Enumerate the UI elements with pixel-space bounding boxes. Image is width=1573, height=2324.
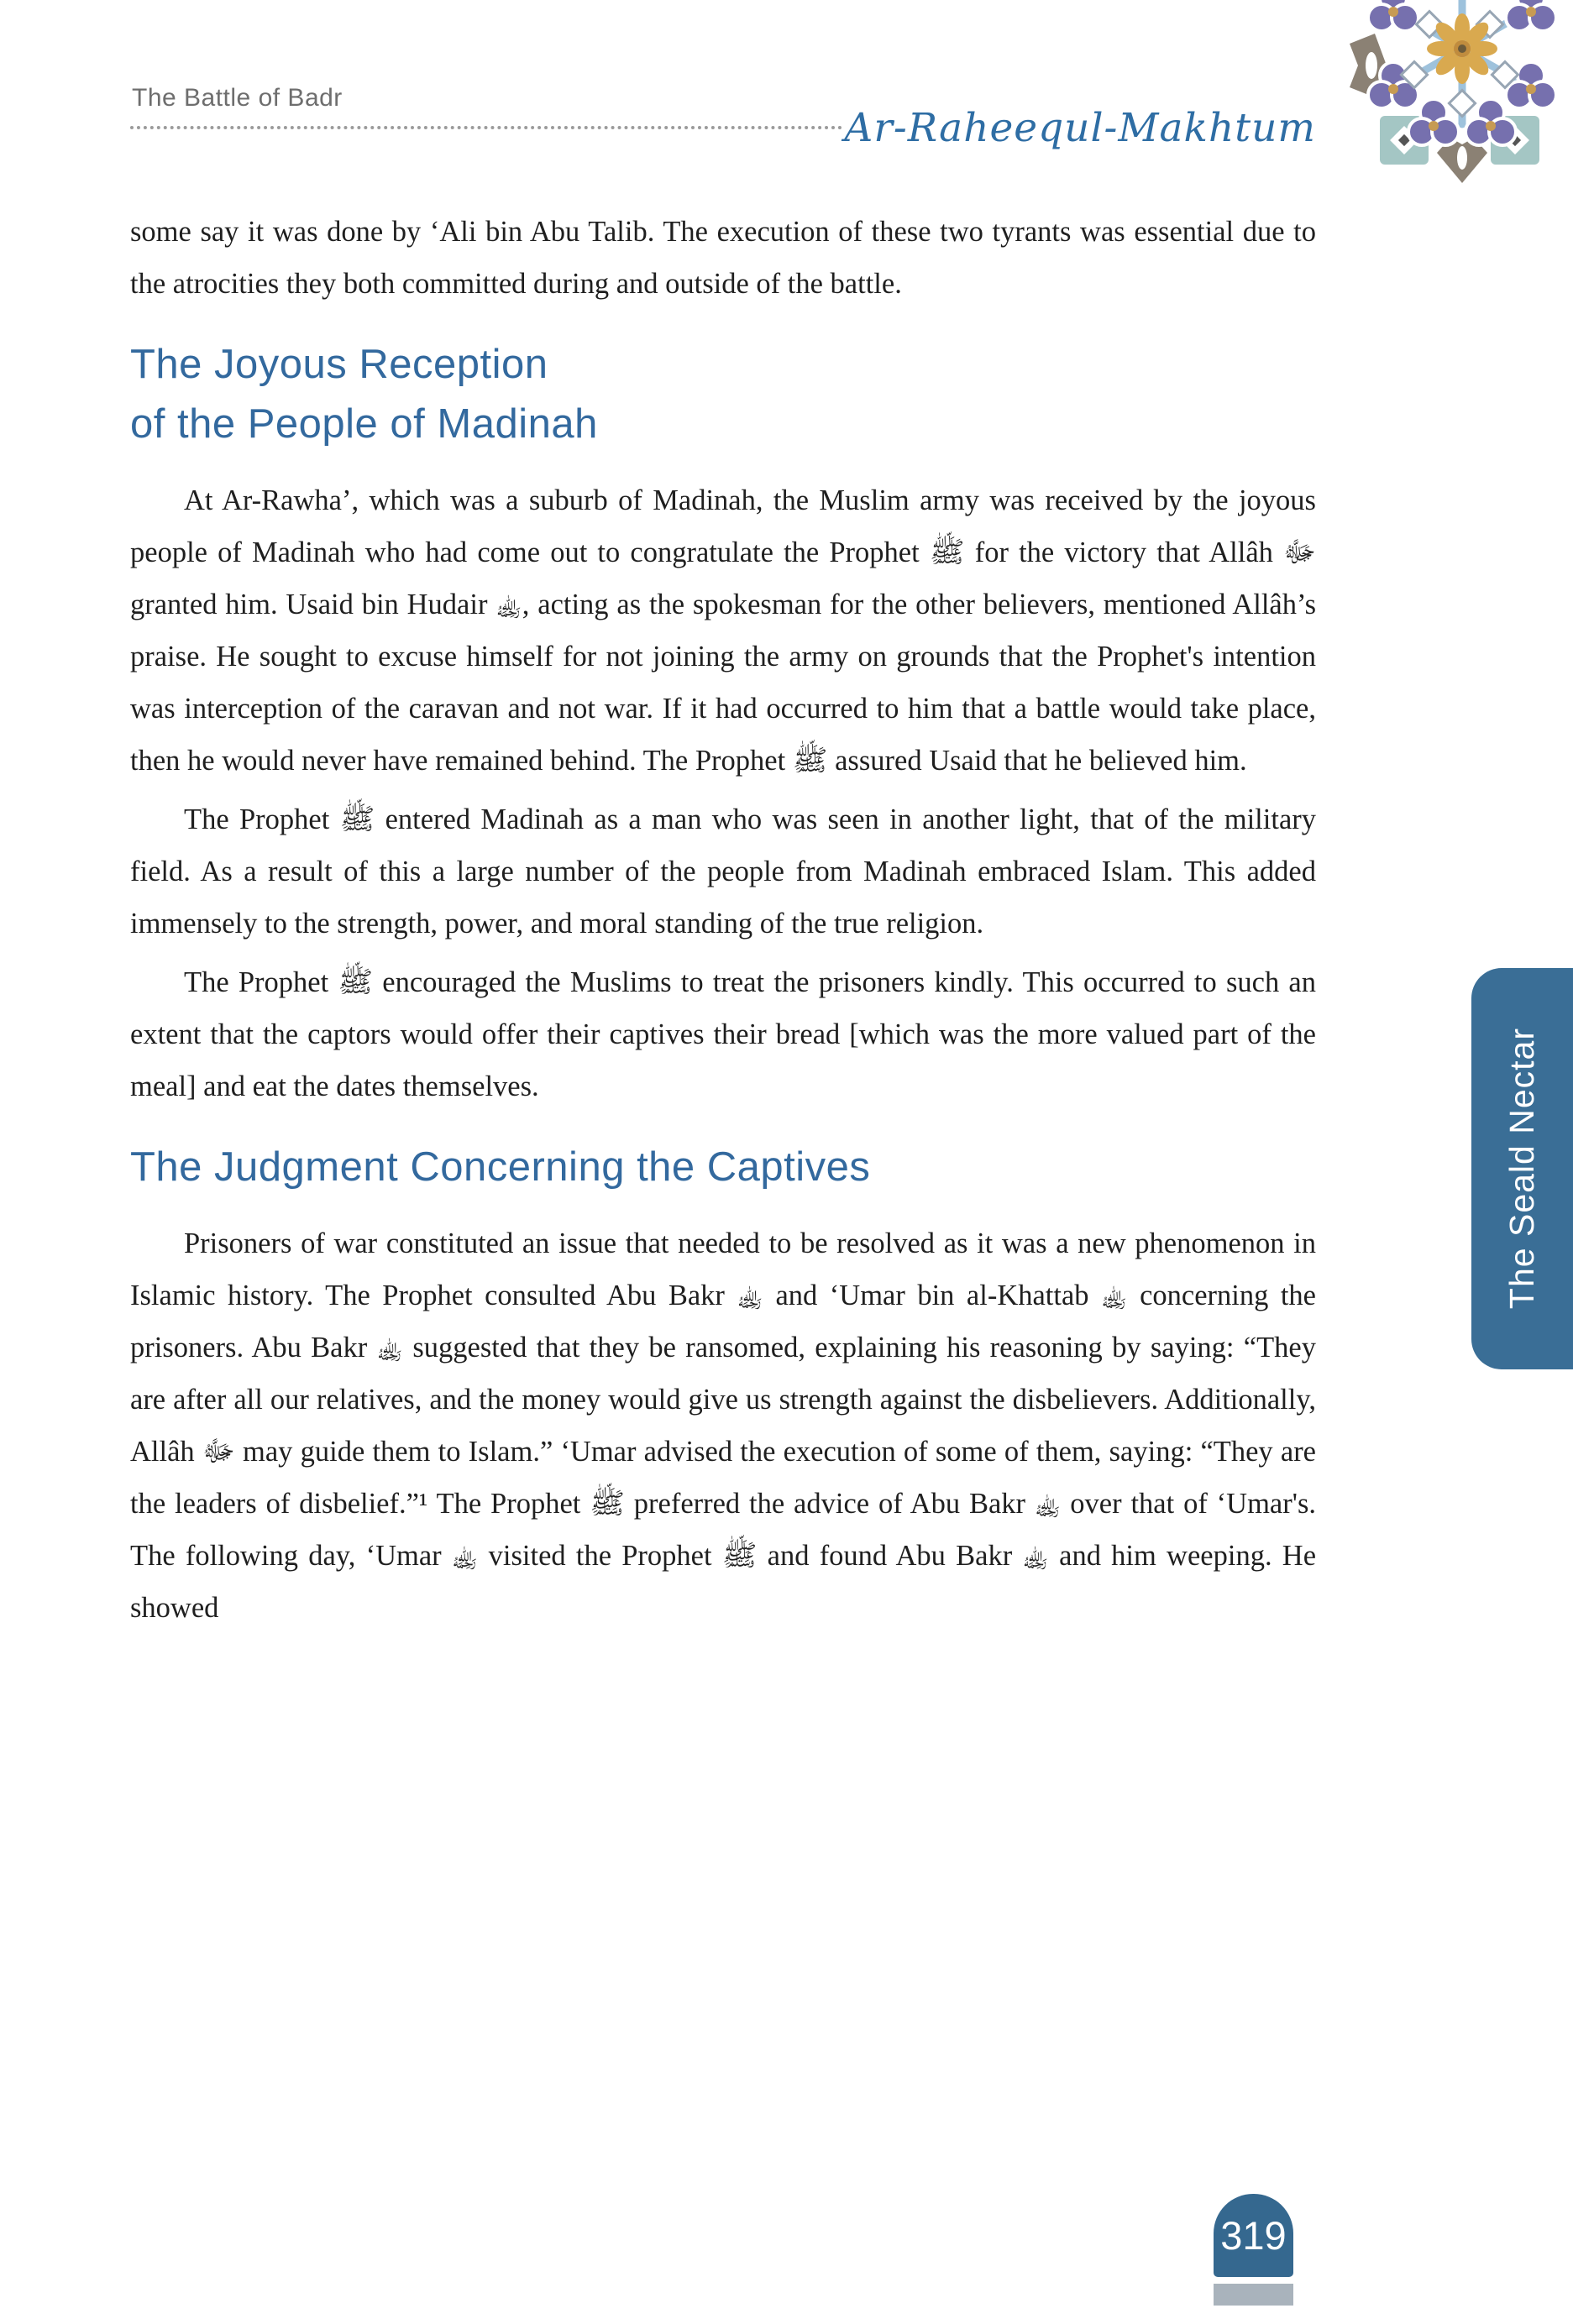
page-badge-underbar bbox=[1214, 2284, 1293, 2306]
body-paragraph: Prisoners of war constituted an issue that needed to be resolved as it was a new phenomenon in Islamic history. The Prophet consulted Abu Bakr ﵀ and ‘Umar bin al-Khattab ﵀ concerning the prisoners. Abu Bakr ﵀ suggested that they be ransomed, explaining his reasoning by saying: “They are after all our relatives, and the money would give us strength against the disbelievers. Additionally, Allâh ﷻ may guide them to Islam.” ‘Umar advised the execution of some of them, saying: “They are the leaders of disbelief.”¹ The Prophet ﷺ preferred the advice of Abu Bakr ﵀ over that of ‘Umar's. The following day, ‘Umar ﵀ visited the Prophet ﷺ and found Abu Bakr ﵀ and him weeping. He showed bbox=[130, 1227, 1317, 1624]
heading-line: The Judgment Concerning the Captives bbox=[130, 1144, 871, 1190]
body-paragraph: The Prophet ﷺ encouraged the Muslims to treat the prisoners kindly. This occurred to such an extent that the captors would offer their captives their bread [which was the more valued part of the meal] and eat the dates themselves. bbox=[130, 966, 1316, 1102]
section-heading-judgment-captives bbox=[130, 1138, 1316, 1197]
ornament-gold-flower bbox=[1427, 13, 1497, 84]
running-header-book-title: Ar-Raheequl-Makhtum bbox=[844, 105, 1316, 151]
body-paragraph: some say it was done by ‘Ali bin Abu Talib. The execution of these two tyrants was essential due to the atrocities they both committed during and outside of the battle. bbox=[130, 216, 1316, 300]
side-tab-the-sealed-nectar bbox=[1471, 968, 1573, 1369]
heading-line: The Joyous Reception bbox=[130, 342, 548, 387]
side-tab-label: The Seald Nectar bbox=[1502, 1028, 1541, 1310]
body-paragraph: The Prophet ﷺ entered Madinah as a man who was seen in another light, that of the military field. As a result of this a large number of the people from Madinah embraced Islam. This added immensely to the strength, power, and moral standing of the true religion. bbox=[130, 803, 1316, 940]
page-header bbox=[130, 84, 1316, 151]
page-number: 319 bbox=[1220, 2213, 1287, 2258]
corner-rosette-ornament-icon bbox=[1350, 0, 1570, 186]
header-left bbox=[130, 84, 842, 134]
heading-line: of the People of Madinah bbox=[130, 401, 598, 447]
page-number-badge bbox=[1214, 2194, 1293, 2277]
header-dotted-rule bbox=[130, 126, 842, 129]
body-paragraph: At Ar-Rawha’, which was a suburb of Madinah, the Muslim army was received by the joyous people of Madinah who had come out to congratulate the Prophet ﷺ for the victory that Allâh ﷻ granted him. Usaid bin Hudair ﵀, acting as the spokesman for the other believers, mentioned Allâh’s praise. He sought to excuse himself for not joining the army on grounds that the Prophet's intention was interception of the caravan and not war. If it had occurred to him that a battle would take place, then he would never have remained behind. The Prophet ﷺ assured Usaid that he believed him. bbox=[130, 484, 1316, 777]
running-header-chapter-title: The Battle of Badr bbox=[132, 84, 343, 112]
section-heading-joyous-reception bbox=[130, 335, 1316, 454]
main-text-column bbox=[130, 206, 1316, 1641]
